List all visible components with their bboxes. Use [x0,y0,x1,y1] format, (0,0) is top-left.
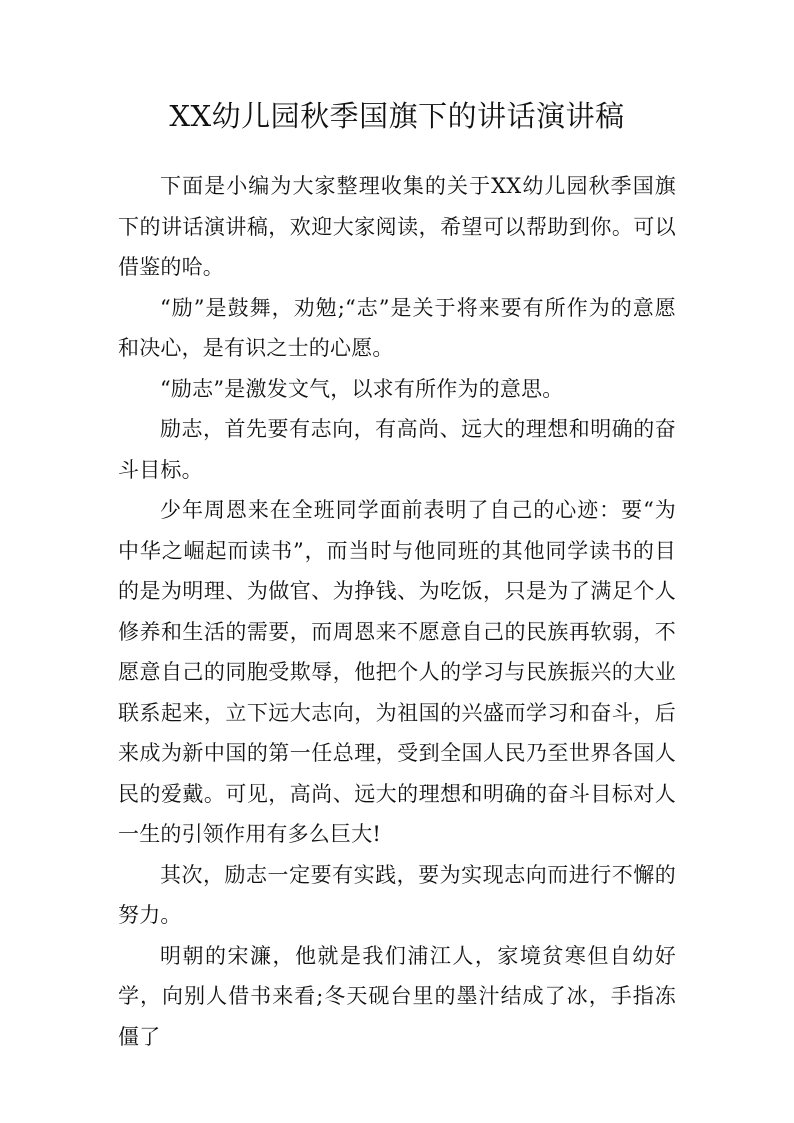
paragraph-second-point: 其次，励志一定要有实践，要为实现志向而进行不懈的努力。 [118,862,676,927]
paragraph-lizhi-meaning: “励志”是激发文气，以求有所作为的意思。 [160,376,564,401]
paragraph-first-point: 励志，首先要有志向，有高尚、远大的理想和明确的奋斗目标。 [118,417,676,482]
document-title: XX幼儿园秋季国旗下的讲话演讲稿 [169,99,625,133]
paragraph-li-definition: “励”是鼓舞，劝勉;“志”是关于将来要有所作为的意愿和决心，是有识之士的心愿。 [118,295,676,360]
document-page [118,96,676,1057]
paragraph-song-lian: 明朝的宋濂，他就是我们浦江人，家境贫寒但自幼好学，向别人借书来看;冬天砚台里的墨汁结成了冰，手指冻僵了 [118,943,676,1049]
paragraph-zhou-enlai: 少年周恩来在全班同学面前表明了自己的心迹：要“为中华之崛起而读书”，而当时与他同班的其他同学读书的目的是为明理、为做官、为挣钱、为吃饭，只是为了满足个人修养和生活的需要，而周恩来不愿意自己的民族再软弱，不愿意自己的同胞受欺辱，他把个人的学习与民族振兴的大业联系起来，立下远大志向，为祖国的兴盛而学习和奋斗，后来成为新中国的第一任总理，受到全国人民乃至世界各国人民的爱戴。可见，高尚、远大的理想和明确的奋斗目标对人一生的引领作用有多么巨大! [118,498,676,846]
paragraph-intro: 下面是小编为大家整理收集的关于XX幼儿园秋季国旗下的讲话演讲稿，欢迎大家阅读，希望可以帮助到你。可以借鉴的哈。 [118,174,676,279]
